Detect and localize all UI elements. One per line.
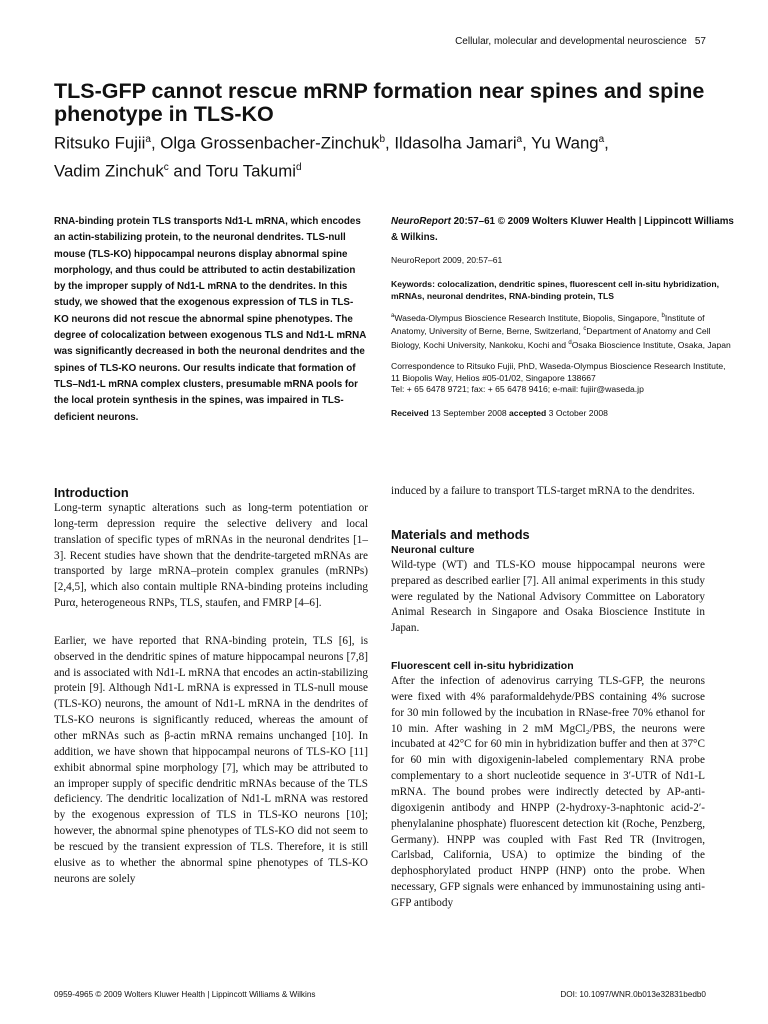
- keywords: [391, 279, 736, 302]
- citation-journal: NeuroReport: [391, 216, 451, 227]
- body-column-left: [54, 484, 368, 887]
- body-column-right: [391, 484, 705, 912]
- keywords-list: colocalization, dendritic spines, fluorescent cell in-situ hybridization, mRNAs, neuronal dendrites, RNA-binding protein, TLS: [391, 279, 720, 301]
- article-title: TLS-GFP cannot rescue mRNP formation near spines and spine phenotype in TLS-KO: [54, 79, 705, 126]
- paragraph: After the infection of adenovirus carrying TLS-GFP, the neurons were fixed with 4% paraformaldehyde/PBS containing 4% sucrose for 30 min followed by the incubation in RNase-free 70% ethanol for 10 min. After washing in 2 mM MgCl₂/PBS, the neurons were incubated at 42°C for 60 min in hybridization buffer and then at 37°C for 60 min with digoxigenin-labeled complementary RNA probe complementary to a short nucleotide sequence in 3′-UTR of Nd1-L mRNA. The bound probes were indirectly detected by AP-anti-digoxigenin antibody and HNPP (2-hydroxy-3-naphtonic acid-2′-phenylalanine phosphate) fluorescent detection kit (Roche, Penzberg, Germany). HNPP was coupled with Fast Red TR (Invitrogen, Carlsbad, California, USA) to optimize the binding of the dephosphorylated product HNPP (HNP) onto the probe. When necessary, GFP signals were enhanced by immunostaining using anti-GFP antibody: [391, 675, 705, 909]
- affiliation-mark: a: [516, 134, 523, 145]
- section-heading-introduction: Introduction: [54, 485, 129, 500]
- paragraph: Wild-type (WT) and TLS-KO mouse hippocampal neurons were prepared as described earlier [7]. All animal experiments in this study were regulated by the National Advisory Committee on Laboratory Animal Research in Singapore and Osaka Bioscience Institute in Japan.: [391, 558, 705, 635]
- article-metadata: [391, 214, 736, 419]
- affiliation-mark: a: [391, 313, 395, 320]
- keywords-label: Keywords:: [391, 279, 435, 290]
- affiliation-d: Osaka Bioscience Institute, Osaka, Japan: [571, 339, 731, 350]
- author-separator: ,: [604, 133, 609, 153]
- received-date: 13 September 2008: [428, 407, 510, 418]
- affiliation-mark: a: [145, 134, 151, 145]
- affiliation-mark: d: [568, 339, 572, 346]
- affiliation-a: Waseda-Olympus Bioscience Research Institute, Biopolis, Singapore,: [394, 312, 662, 323]
- affiliation-mark: c: [163, 161, 169, 173]
- citation-details: 20:57–61 © 2009 Wolters Kluwer Health | Lippincott Williams & Wilkins.: [391, 216, 734, 244]
- affiliation-c: Department of Anatomy and Cell Biology, Kochi University, Nankoku, Kochi and: [391, 326, 711, 350]
- footer-doi: DOI: 10.1097/WNR.0b013e32831bedb0: [560, 990, 706, 999]
- affiliation-mark: d: [295, 161, 302, 173]
- accepted-date: 3 October 2008: [546, 407, 608, 418]
- affiliation-mark: b: [661, 313, 665, 320]
- correspondence-address: Correspondence to Ritsuko Fujii, PhD, Waseda-Olympus Bioscience Research Institute, 11 Biopolis Way, Helios #05-01/02, Singapore 138667: [391, 361, 726, 383]
- received-accepted: [391, 408, 736, 420]
- correspondence: [391, 361, 736, 396]
- author-name: , Olga Grossenbacher-Zinchuk: [150, 133, 380, 153]
- affiliation-b: Institute of Anatomy, University of Berne, Berne, Switzerland,: [391, 312, 705, 337]
- received-label: Received: [391, 407, 429, 418]
- section-heading-methods: Materials and methods: [391, 526, 530, 542]
- subsection-heading-culture: Neuronal culture: [391, 543, 475, 556]
- author-name: , Yu Wang: [522, 133, 599, 153]
- subsection-heading-fish: Fluorescent cell in-situ hybridization: [391, 660, 574, 673]
- affiliations: [391, 311, 736, 351]
- abstract: RNA-binding protein TLS transports Nd1-L mRNA, which encodes an actin-stabilizing protein, to the neuronal dendrites. TLS-null mouse (TLS-KO) hippocampal neurons display abnormal spine morphology, and thus could be attributed to actin destabilization by the improper supply of Nd1-L mRNA to the dendrites. In this study, we showed that the exogenous expression of TLS in TLS-KO neurons did not rescue the abnormal spine phenotypes. The degree of colocalization between exogenous TLS and Nd1-L mRNA was significantly decreased in both the neuronal dendrites and the spines of TLS-KO neurons. Our results indicate that formation of TLS–Nd1-L mRNA complex clusters, presumable mRNA pools for the local protein synthesis in the spines, was impaired in TLS-deficient neurons.: [54, 216, 366, 423]
- paragraph: induced by a failure to transport TLS-target mRNA to the dendrites.: [391, 485, 695, 497]
- correspondence-contact: Tel: + 65 6478 9721; fax: + 65 6478 9416; e-mail: fujiir@waseda.jp: [391, 384, 644, 395]
- affiliation-mark: c: [583, 326, 587, 333]
- author-name: Ritsuko Fujii: [54, 133, 146, 153]
- running-header: [455, 36, 706, 47]
- author-name: and Toru Takumi: [168, 161, 296, 181]
- running-title: Cellular, molecular and developmental neuroscience: [455, 36, 687, 47]
- paragraph: Earlier, we have reported that RNA-binding protein, TLS [6], is observed in the dendritic spines of mature hippocampal neurons [7,8] and is associated with Nd1-L mRNA that encodes an actin-stabilizing protein [9]. Although Nd1-L mRNA is expressed in TLS-null mouse (TLS-KO) neurons, the amount of Nd1-L mRNA in the dendrites of TLS-KO neurons is significantly reduced, whereas the amount of other mRNAs such as β-actin mRNA remains unchanged [10]. In addition, we have shown that hippocampal neurons of TLS-KO [11] exhibit abnormal spine morphology [7], which may be attributed to an improper supply of specific dendritic mRNAs because of the TLS deficiency. The dendritic localization of Nd1-L mRNA was restored by the exogenous expression of TLS in TLS-KO neurons [10]; however, the abnormal spine phenotypes of TLS-KO did not seem to be rescued by the transient expression of TLS. Therefore, it is still elusive as to whether the abnormal spine phenotypes of TLS-KO neurons are solely: [54, 634, 368, 885]
- affiliation-mark: a: [598, 134, 605, 145]
- accepted-label: accepted: [509, 407, 547, 418]
- short-reference: NeuroReport 2009, 20:57–61: [391, 254, 503, 265]
- author-name: Vadim Zinchuk: [54, 161, 164, 181]
- page-number: 57: [694, 36, 706, 47]
- author-name: , Ildasolha Jamari: [385, 133, 517, 153]
- paragraph: Long-term synaptic alterations such as long-term potentiation or long-term depression require the selective delivery and local translation of specific types of mRNAs in the neuronal dendrites [1–3]. Recent studies have shown that the dendrite-targeted mRNAs are transported by large mRNA–protein complex granules (mRNPs) [2,4,5], which also contain multiple RNA-binding proteins including Purα, heterogeneous RNPs, TLS, staufen, and FMRP [4–6].: [54, 502, 368, 610]
- author-list: [54, 128, 724, 183]
- affiliation-mark: b: [379, 134, 386, 145]
- footer-copyright: 0959-4965 © 2009 Wolters Kluwer Health | Lippincott Williams & Wilkins: [54, 990, 316, 999]
- citation: [391, 214, 736, 247]
